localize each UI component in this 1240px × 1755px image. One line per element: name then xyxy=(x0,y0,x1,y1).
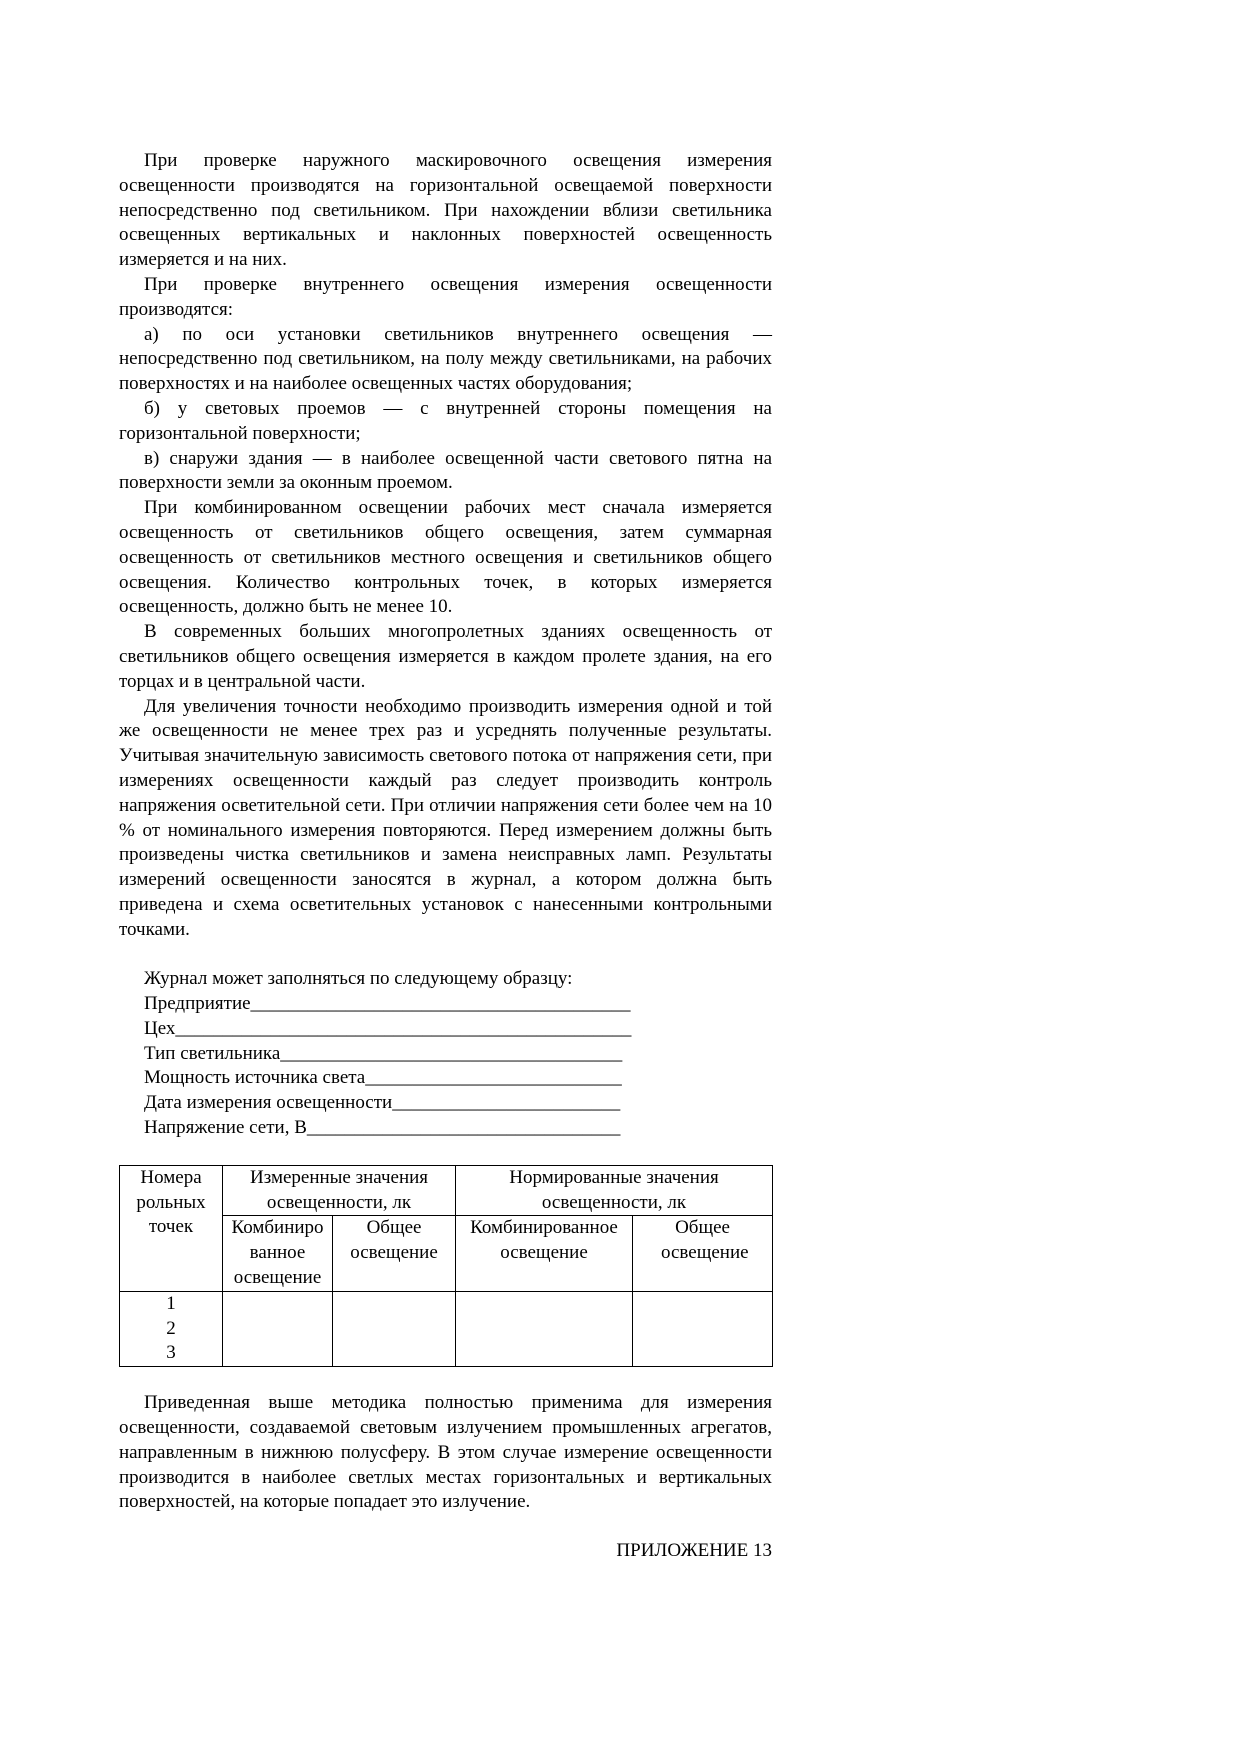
paragraph-accuracy: Для увеличения точности необходимо производить измерения одной и той же освещенности не менее трех раз и усреднять полученные результаты. Учитывая значительную зависимость светового потока от напряжения сети, при измерениях освещенности каждый раз следует производить контроль напряжения осветительной сети. При отличии напряжения сети более чем на 10 % от номинального измерения повторяются. Перед измерением должны быть произведены чистка светильников и замена неисправных ламп. Результаты измерений освещенности заносятся в журнал, а котором должна быть приведена и схема осветительных установок с нанесенными контрольными точками. xyxy=(119,695,772,940)
cell-normed-general xyxy=(633,1291,773,1366)
journal-template xyxy=(119,967,772,1141)
journal-intro: Журнал может заполняться по следующему образцу: xyxy=(144,968,573,990)
paragraph-indoor-lighting: При проверке внутреннего освещения измерения освещенности производятся: xyxy=(119,273,772,320)
table-row xyxy=(120,1291,773,1366)
journal-field-light-source-power: Мощность источника света___________________________ xyxy=(144,1067,622,1089)
appendix-heading: ПРИЛОЖЕНИЕ 13 xyxy=(616,1540,772,1562)
cell-measured-general xyxy=(333,1291,456,1366)
point-number: 2 xyxy=(166,1317,176,1339)
point-number: 3 xyxy=(166,1342,176,1364)
journal-field-mains-voltage: Напряжение сети, В_________________________________ xyxy=(144,1117,621,1139)
subheader-normed-general: Общее освещение xyxy=(633,1216,773,1291)
paragraph-industrial-units: Приведенная выше методика полностью применима для измерения освещенности, создаваемой световым излучением промышленных агрегатов, направленным в нижнюю полусферу. В этом случае измерение освещенности производится в наиболее светлых местах горизонтальных и вертикальных поверхностей, на которые попадает это излучение. xyxy=(119,1392,772,1513)
list-item-a: а) по оси установки светильников внутреннего освещения — непосредственно под светильником, на полу между светильниками, на рабочих поверхностях и на наиболее освещенных частях оборудования; xyxy=(119,323,772,395)
paragraph-combined-lighting: При комбинированном освещении рабочих мест сначала измеряется освещенность от светильников общего освещения, затем суммарная освещенность от светильников местного освещения и светильников общего освещения. Количество контрольных точек, в которых измеряется освещенность, должно быть не менее 10. xyxy=(119,497,772,618)
journal-field-workshop: Цех________________________________________________ xyxy=(144,1017,632,1039)
header-measured: Измеренные значения освещенности, лк xyxy=(223,1165,456,1216)
journal-field-measurement-date: Дата измерения освещенности________________________ xyxy=(144,1092,621,1114)
table-header-row xyxy=(120,1165,773,1216)
subheader-measured-combined: Комбиниро ванное освещение xyxy=(223,1216,333,1291)
journal-field-luminaire-type: Тип светильника____________________________________ xyxy=(144,1042,623,1064)
list-item-b: б) у световых проемов — с внутренней стороны помещения на горизонтальной поверхности; xyxy=(119,397,772,444)
subheader-normed-combined: Комбинированное освещение xyxy=(456,1216,633,1291)
header-normed: Нормированные значения освещенности, лк xyxy=(456,1165,773,1216)
paragraph-multispan-buildings: В современных больших многопролетных зданиях освещенность от светильников общего освещения измеряется в каждом пролете здания, на его торцах и в центральной части. xyxy=(119,621,772,692)
measurement-table xyxy=(119,1165,773,1367)
document-page xyxy=(119,149,772,1564)
journal-field-enterprise: Предприятие________________________________________ xyxy=(144,993,631,1015)
point-number: 1 xyxy=(166,1292,176,1314)
subheader-measured-general: Общее освещение xyxy=(333,1216,456,1291)
cell-measured-combined xyxy=(223,1291,333,1366)
cell-normed-combined xyxy=(456,1291,633,1366)
header-points: Номера рольных точек xyxy=(120,1165,223,1291)
row-point-numbers xyxy=(120,1291,223,1366)
paragraph-outdoor-lighting: При проверке наружного маскировочного освещения измерения освещенности производятся на горизонтальной освещаемой поверхности непосредственно под светильником. При нахождении вблизи светильника освещенных вертикальных и наклонных поверхностей освещенность измеряется и на них. xyxy=(119,150,772,271)
list-item-c: в) снаружи здания — в наиболее освещенной части светового пятна на поверхности земли за оконным проемом. xyxy=(119,447,772,494)
